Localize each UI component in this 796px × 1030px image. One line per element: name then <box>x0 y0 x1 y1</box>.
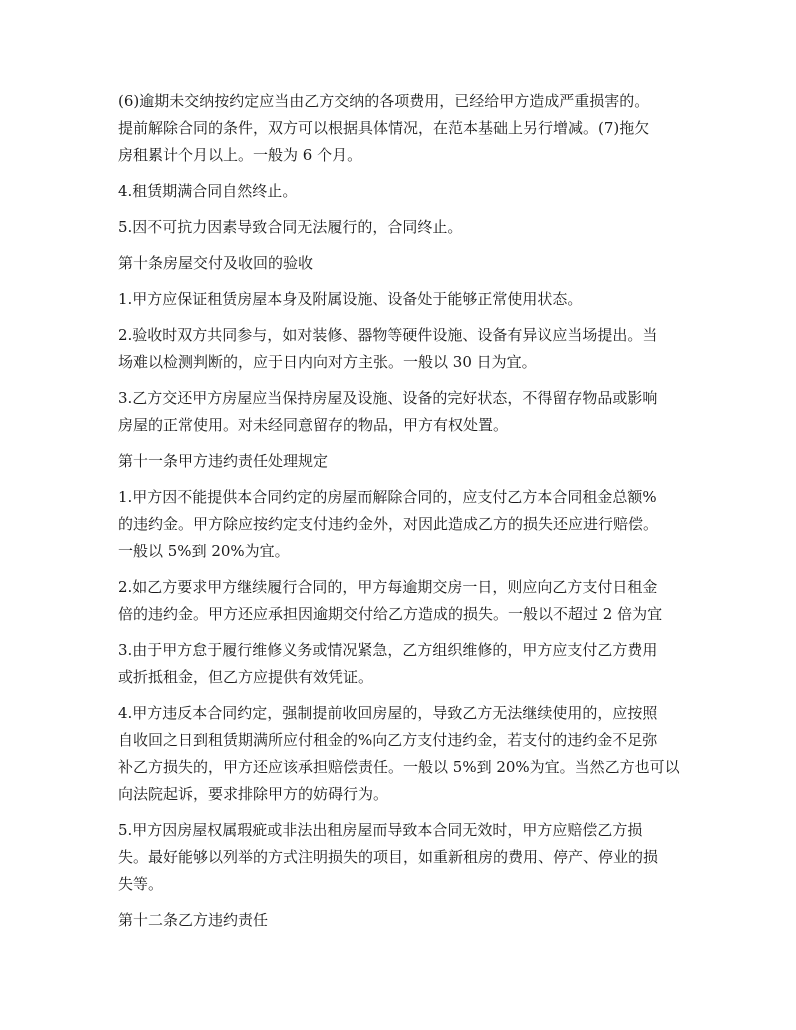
paragraph-article-11-item-5 <box>118 817 684 898</box>
text-line: 1.甲方应保证租赁房屋本身及附属设施、设备处于能够正常使用状态。 <box>118 290 583 308</box>
text-line: 4.甲方违反本合同约定，强制提前收回房屋的，导致乙方无法继续使用的，应按照 <box>118 704 658 722</box>
paragraph-clause-6-7 <box>118 88 684 169</box>
text-line: (6)逾期未交纳按约定应当由乙方交纳的各项费用，已经给甲方造成严重损害的。 <box>118 92 650 110</box>
text-line: 补乙方损失的，甲方还应该承担赔偿责任。一般以 5%到 20%为宜。当然乙方也可以 <box>118 758 680 776</box>
text-line: 2.如乙方要求甲方继续履行合同的，甲方每逾期交房一日，则应向乙方支付日租金 <box>118 578 658 596</box>
paragraph-article-10-item-1 <box>118 286 684 313</box>
heading-text: 第十一条甲方违约责任处理规定 <box>118 452 329 470</box>
paragraph-article-11-item-1 <box>118 484 684 565</box>
section-heading-article-10 <box>118 250 684 277</box>
text-line: 3.乙方交还甲方房屋应当保持房屋及设施、设备的完好状态，不得留存物品或影响 <box>118 389 658 407</box>
text-line: 的违约金。甲方除应按约定支付违约金外，对因此造成乙方的损失还应进行赔偿。 <box>118 515 659 533</box>
paragraph-article-10-item-2 <box>118 322 684 376</box>
text-line: 自收回之日到租赁期满所应付租金的%向乙方支付违约金，若支付的违约金不足弥 <box>118 731 658 749</box>
heading-text: 第十二条乙方违约责任 <box>118 911 269 929</box>
text-line: 5.甲方因房屋权属瑕疵或非法出租房屋而导致本合同无效时，甲方应赔偿乙方损 <box>118 821 643 839</box>
text-line: 提前解除合同的条件，双方可以根据具体情况，在范本基础上另行增减。(7)拖欠 <box>118 119 650 137</box>
text-line: 5.因不可抗力因素导致合同无法履行的，合同终止。 <box>118 218 463 236</box>
text-line: 一般以 5%到 20%为宜。 <box>118 542 290 560</box>
text-line: 房屋的正常使用。对未经同意留存的物品，甲方有权处置。 <box>118 416 509 434</box>
paragraph-article-11-item-4 <box>118 700 684 808</box>
section-heading-article-12 <box>118 907 684 934</box>
text-line: 1.甲方因不能提供本合同约定的房屋而解除合同的，应支付乙方本合同租金总额% <box>118 488 657 506</box>
text-line: 向法院起诉，要求排除甲方的妨碍行为。 <box>118 785 389 803</box>
paragraph-article-11-item-2 <box>118 574 684 628</box>
heading-text: 第十条房屋交付及收回的验收 <box>118 254 314 272</box>
text-line: 场难以检测判断的，应于日内向对方主张。一般以 30 日为宜。 <box>118 353 537 371</box>
section-heading-article-11 <box>118 448 684 475</box>
document-page <box>118 88 684 943</box>
paragraph-article-10-item-3 <box>118 385 684 439</box>
text-line: 房租累计个月以上。一般为 6 个月。 <box>118 146 363 164</box>
paragraph-item-4 <box>118 178 684 205</box>
text-line: 失。最好能够以列举的方式注明损失的项目，如重新租房的费用、停产、停业的损 <box>118 848 659 866</box>
text-line: 4.租赁期满合同自然终止。 <box>118 182 298 200</box>
text-line: 2.验收时双方共同参与，如对装修、器物等硬件设施、设备有异议应当场提出。当 <box>118 326 658 344</box>
text-line: 或折抵租金，但乙方应提供有效凭证。 <box>118 668 374 686</box>
text-line: 失等。 <box>118 875 164 893</box>
text-line: 倍的违约金。甲方还应承担因逾期交付给乙方造成的损失。一般以不超过 2 倍为宜 <box>118 605 663 623</box>
paragraph-item-5 <box>118 214 684 241</box>
paragraph-article-11-item-3 <box>118 637 684 691</box>
text-line: 3.由于甲方怠于履行维修义务或情况紧急，乙方组织维修的，甲方应支付乙方费用 <box>118 641 658 659</box>
